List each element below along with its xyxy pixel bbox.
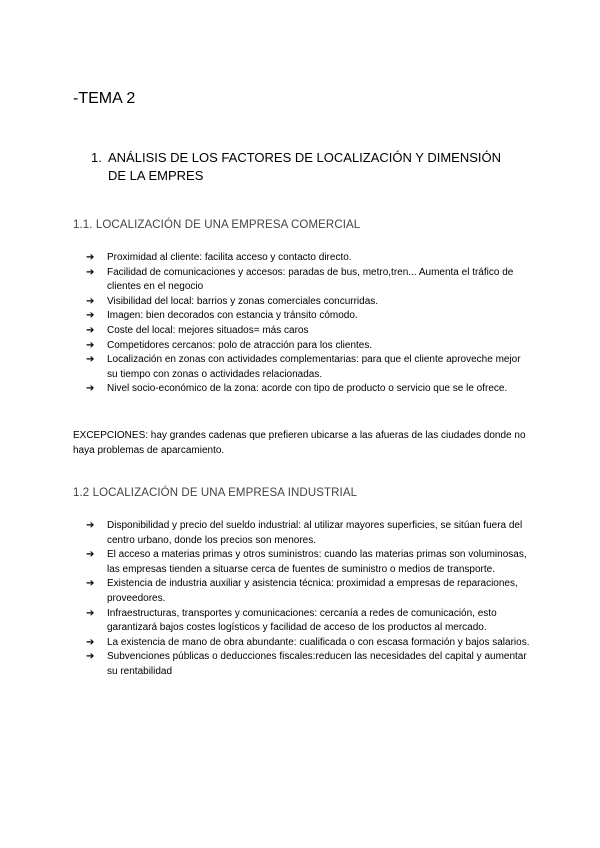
arrow-icon: ➔ bbox=[86, 520, 95, 531]
page-title: -TEMA 2 bbox=[73, 90, 136, 107]
list-item: ➔ Competidores cercanos: polo de atracción para los clientes. bbox=[86, 339, 532, 354]
arrow-icon: ➔ bbox=[86, 651, 95, 663]
arrow-icon: ➔ bbox=[86, 607, 95, 619]
arrow-icon: ➔ bbox=[86, 310, 95, 322]
list-item: ➔ Disponibilidad y precio del sueldo industrial: al utilizar mayores superficies, se sitúan fuera del centro urbano, donde los precios son menores. bbox=[86, 519, 532, 548]
arrow-icon: ➔ bbox=[86, 252, 95, 263]
arrow-icon: ➔ bbox=[86, 339, 95, 351]
arrow-icon: ➔ bbox=[86, 578, 95, 590]
arrow-icon: ➔ bbox=[86, 324, 95, 336]
section-title-industrial: 1.2 LOCALIZACIÓN DE UNA EMPRESA INDUSTRIAL bbox=[73, 487, 358, 499]
list-item: ➔ Infraestructuras, transportes y comunicaciones: cercanía a redes de comunicación, esto garantizará bajos costes logísticos y facilidad de acceso de los productos al mercado. bbox=[86, 607, 532, 636]
list-item: ➔ Nivel socio-económico de la zona: acorde con tipo de producto o servicio que se le ofrece. bbox=[86, 382, 532, 397]
list-item: ➔ El acceso a materias primas y otros suministros: cuando las materias primas son voluminosas, las empresas tienden a situarse cerca de fuentes de suministro o medios de transporte. bbox=[86, 548, 532, 577]
chapter-number: 1. bbox=[91, 150, 102, 165]
list-comercial bbox=[86, 251, 532, 397]
list-item: ➔ Subvenciones públicas o deducciones fiscales:reducen las necesidades del capital y aumentar su rentabilidad bbox=[86, 650, 532, 679]
arrow-icon: ➔ bbox=[86, 295, 95, 307]
list-item: ➔ Facilidad de comunicaciones y accesos: paradas de bus, metro,tren... Aumenta el tráfico de clientes en el negocio bbox=[86, 266, 532, 295]
chapter-heading bbox=[91, 149, 511, 185]
list-item: ➔ Localización en zonas con actividades complementarias: para que el cliente aproveche mejor su tiempo con zonas o actividades relacionadas. bbox=[86, 353, 532, 382]
arrow-icon: ➔ bbox=[86, 266, 95, 278]
list-item: ➔ Imagen: bien decorados con estancia y tránsito cómodo. bbox=[86, 309, 532, 324]
exceptions-paragraph: EXCEPCIONES: hay grandes cadenas que prefieren ubicarse a las afueras de las ciudades donde no haya problemas de aparcamiento. bbox=[73, 430, 526, 456]
section-title-comercial: 1.1. LOCALIZACIÓN DE UNA EMPRESA COMERCIAL bbox=[73, 219, 361, 231]
list-item: ➔ La existencia de mano de obra abundante: cualificada o con escasa formación y bajos salarios. bbox=[86, 636, 532, 651]
list-item: ➔ Visibilidad del local: barrios y zonas comerciales concurridas. bbox=[86, 295, 532, 310]
list-item: ➔ Existencia de industria auxiliar y asistencia técnica: proximidad a empresas de reparaciones, proveedores. bbox=[86, 577, 532, 606]
list-industrial bbox=[86, 519, 532, 680]
arrow-icon: ➔ bbox=[86, 383, 95, 395]
arrow-icon: ➔ bbox=[86, 549, 95, 561]
chapter-title: ANÁLISIS DE LOS FACTORES DE LOCALIZACIÓN Y DIMENSIÓN DE LA EMPRES bbox=[108, 150, 501, 183]
list-item: ➔ Proximidad al cliente: facilita acceso y contacto directo. bbox=[86, 251, 532, 266]
list-item: ➔ Coste del local: mejores situados= más caros bbox=[86, 324, 532, 339]
arrow-icon: ➔ bbox=[86, 354, 95, 366]
arrow-icon: ➔ bbox=[86, 636, 95, 648]
